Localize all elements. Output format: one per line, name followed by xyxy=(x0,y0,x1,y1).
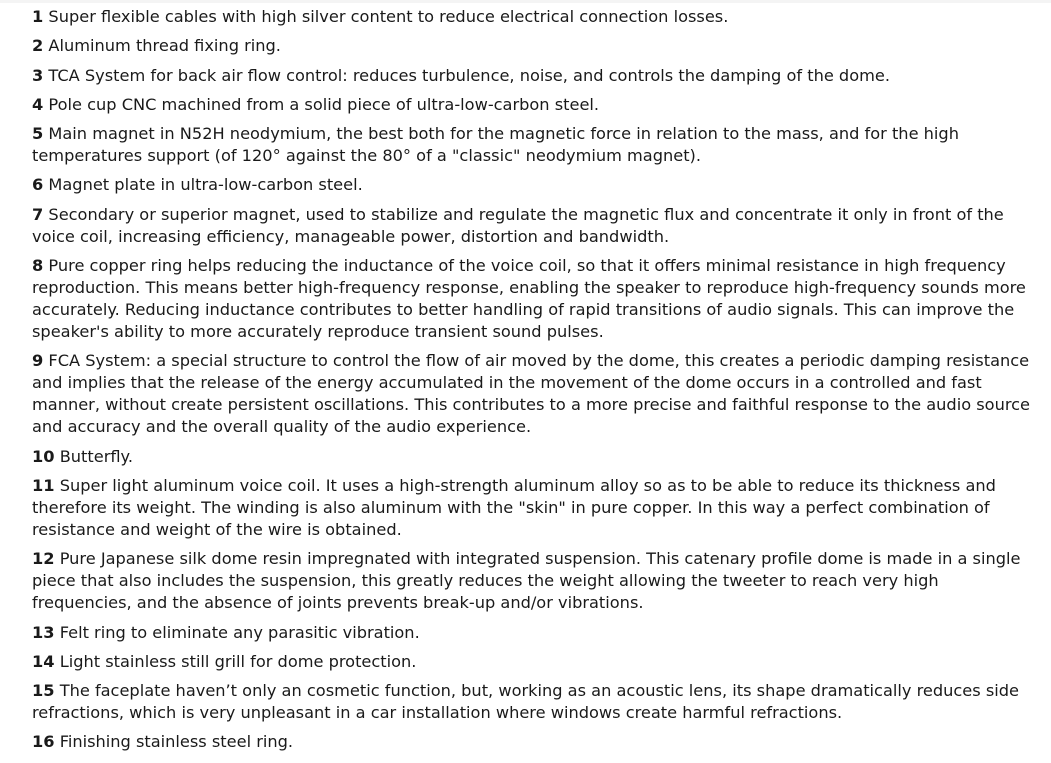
list-item xyxy=(32,65,1032,87)
item-text: Aluminum thread fixing ring. xyxy=(48,36,281,56)
list-item xyxy=(32,651,1032,673)
list-item xyxy=(32,680,1032,724)
item-text: TCA System for back air flow control: reduces turbulence, noise, and controls the damping of the dome. xyxy=(48,65,890,85)
item-number: 11 xyxy=(32,475,55,495)
item-number: 16 xyxy=(32,732,55,752)
item-number: 9 xyxy=(32,351,44,371)
item-number: 3 xyxy=(32,65,44,85)
item-text: Light stainless still grill for dome protection. xyxy=(59,651,417,671)
item-text: Butterfly. xyxy=(59,446,133,466)
list-item xyxy=(32,255,1032,343)
item-text: The faceplate haven’t only an cosmetic function, but, working as an acoustic lens, its shape dramatically reduces side refractions, which is very unpleasant in a car installation where windows create harmful refractions. xyxy=(32,681,1019,723)
list-item xyxy=(32,174,1032,196)
item-number: 10 xyxy=(32,446,55,466)
item-number: 4 xyxy=(32,94,44,114)
item-text: FCA System: a special structure to control the flow of air moved by the dome, this creates a periodic damping resistance and implies that the release of the energy accumulated in the movement of the dome occurs in a controlled and fast manner, without create persistent oscillations. This contributes to a more precise and faithful response to the audio source and accuracy and the overall quality of the audio experience. xyxy=(32,351,1031,437)
item-text: Super flexible cables with high silver content to reduce electrical connection losses. xyxy=(48,7,729,26)
item-number: 2 xyxy=(32,36,44,56)
item-text: Pole cup CNC machined from a solid piece of ultra-low-carbon steel. xyxy=(48,94,600,114)
item-number: 13 xyxy=(32,622,55,642)
item-text: Magnet plate in ultra-low-carbon steel. xyxy=(48,175,363,195)
item-text: Pure Japanese silk dome resin impregnated with integrated suspension. This catenary profile dome is made in a single piece that also includes the suspension, this greatly reduces the weight allowing the tweeter to reach very high frequencies, and the absence of joints prevents break-up and/or vibrations. xyxy=(32,549,1021,613)
list-item xyxy=(32,622,1032,644)
item-number: 5 xyxy=(32,124,44,144)
list-item xyxy=(32,94,1032,116)
item-text: Main magnet in N52H neodymium, the best both for the magnetic force in relation to the mass, and for the high temperatures support (of 120° against the 80° of a "classic" neodymium magnet). xyxy=(32,124,959,166)
list-item xyxy=(32,548,1032,614)
list-item xyxy=(32,204,1032,248)
list-item xyxy=(32,475,1032,541)
item-text: Pure copper ring helps reducing the inductance of the voice coil, so that it offers minimal resistance in high frequency reproduction. This means better high-frequency response, enabling the speaker to reproduce high-frequency sounds more accurately. Reducing inductance contributes to better handling of rapid transitions of audio signals. This can improve the speaker's ability to more accurately reproduce transient sound pulses. xyxy=(32,256,1026,342)
list-item xyxy=(32,35,1032,57)
item-number: 1 xyxy=(32,7,44,26)
list-item xyxy=(32,731,1032,753)
item-number: 14 xyxy=(32,651,55,671)
list-item xyxy=(32,6,1032,28)
list-item xyxy=(32,446,1032,468)
item-text: Super light aluminum voice coil. It uses a high-strength aluminum alloy so as to be able to reduce its thickness and therefore its weight. The winding is also aluminum with the "skin" in pure copper. In this way a perfect combination of resistance and weight of the wire is obtained. xyxy=(32,475,996,539)
item-text: Felt ring to eliminate any parasitic vibration. xyxy=(59,622,420,642)
item-text: Finishing stainless steel ring. xyxy=(59,732,294,752)
item-number: 15 xyxy=(32,681,55,701)
top-strip xyxy=(0,0,1051,3)
item-text: Secondary or superior magnet, used to stabilize and regulate the magnetic flux and concentrate it only in front of the voice coil, increasing efficiency, manageable power, distortion and bandwidth. xyxy=(32,204,1004,246)
item-number: 6 xyxy=(32,175,44,195)
item-number: 7 xyxy=(32,204,44,224)
item-number: 12 xyxy=(32,549,55,569)
item-number: 8 xyxy=(32,256,44,276)
list-item xyxy=(32,350,1032,438)
list-item xyxy=(32,123,1032,167)
component-list xyxy=(32,6,1032,761)
